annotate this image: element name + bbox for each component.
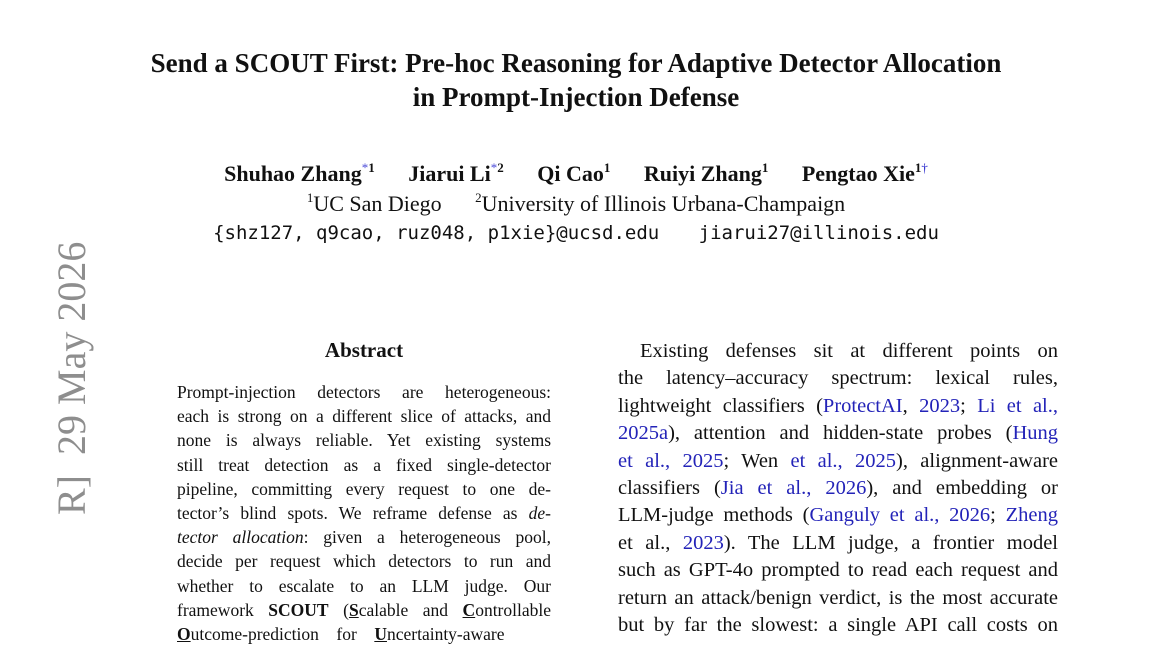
abstract-line: whether to escalate to an LLM judge. Our bbox=[177, 575, 551, 596]
arxiv-bracket: R] bbox=[49, 475, 94, 515]
affiliation-mark: 2 bbox=[497, 160, 504, 175]
author-4 bbox=[644, 161, 769, 187]
affiliation-mark: 1 bbox=[761, 160, 769, 175]
arxiv-side-stamp bbox=[49, 241, 94, 515]
affiliation-mark: 1 bbox=[914, 160, 922, 175]
title-line-1: Send a SCOUT First: Pre-hoc Reasoning for Adaptive Detector Allocation bbox=[150, 48, 1002, 78]
body-line: classifiers (Jia et al., 2026), and embedding or bbox=[618, 477, 1058, 499]
body-line: et al., 2023). The LLM judge, a frontier model bbox=[618, 531, 1058, 554]
abstract-line: pipeline, committing every request to one de- bbox=[177, 478, 551, 499]
body-line: 2025a), attention and hidden-state probes (Hung bbox=[618, 422, 1058, 445]
body-line: such as GPT-4o prompted to read each request and bbox=[618, 559, 1058, 582]
abstract-line: framework SCOUT (Scalable and Controllable bbox=[177, 599, 551, 620]
author-list bbox=[0, 161, 1152, 187]
body-line: but by far the slowest: a single API call costs on bbox=[618, 614, 1058, 636]
body-line: lightweight classifiers (ProtectAI, 2023; Li et al., bbox=[618, 394, 1058, 417]
body-line: LLM-judge methods (Ganguly et al., 2026; Zheng bbox=[618, 504, 1058, 527]
author-name: Ruiyi Zhang bbox=[643, 161, 762, 186]
affiliation-mark: 1 bbox=[603, 160, 611, 175]
equal-contribution-mark: * bbox=[490, 160, 498, 175]
abstract-line: Outcome-prediction for Uncertainty-aware bbox=[177, 624, 505, 644]
author-5 bbox=[802, 161, 928, 187]
author-name: Qi Cao bbox=[537, 161, 604, 186]
body-line: et al., 2025; Wen et al., 2025), alignment-aware bbox=[618, 449, 1059, 472]
abstract-line: still treat detection as a fixed single-detector bbox=[177, 454, 551, 475]
body-line: Existing defenses sit at different points on bbox=[640, 340, 1058, 362]
author-3 bbox=[537, 161, 610, 187]
abstract-line: tector’s blind spots. We reframe defense as de- bbox=[177, 503, 551, 523]
author-1 bbox=[224, 161, 375, 187]
email-ucsd: {shz127, q9cao, ruz048, p1xie}@ucsd.edu bbox=[213, 222, 660, 244]
affiliation-list bbox=[0, 191, 1152, 217]
author-name: Shuhao Zhang bbox=[224, 161, 362, 186]
body-line: the latency–accuracy spectrum: lexical rules, bbox=[618, 367, 1058, 390]
affiliation-2: $^2$University of Illinois Urbana-Champaign bbox=[475, 190, 846, 216]
author-name: Jiarui Li bbox=[408, 161, 491, 186]
corresponding-author-mark: † bbox=[921, 160, 928, 175]
email-illinois: jiarui27@illinois.edu bbox=[698, 222, 939, 244]
abstract-line: tector allocation: given a heterogeneous pool, bbox=[177, 527, 551, 548]
paper-title bbox=[0, 46, 1152, 114]
arxiv-date: 29 May 2026 bbox=[49, 241, 94, 455]
abstract-line: none is always reliable. Yet existing systems bbox=[177, 430, 551, 451]
author-name: Pengtao Xie bbox=[801, 161, 915, 186]
affiliation-1: $^1$UC San Diego bbox=[306, 190, 442, 216]
abstract-line: Prompt-injection detectors are heterogeneous: bbox=[177, 382, 551, 402]
abstract-line: decide per request which detectors to run and bbox=[177, 551, 551, 572]
abstract-line: each is strong on a different slice of attacks, and bbox=[177, 406, 551, 427]
email-list bbox=[0, 222, 1152, 244]
abstract-heading: Abstract bbox=[324, 338, 404, 362]
affiliation-mark: 1 bbox=[368, 160, 375, 175]
title-line-2: in Prompt-Injection Defense bbox=[412, 82, 740, 112]
author-2 bbox=[408, 161, 504, 187]
equal-contribution-mark: * bbox=[361, 160, 369, 175]
body-line: return an attack/benign verdict, is the most accurate bbox=[618, 586, 1058, 609]
